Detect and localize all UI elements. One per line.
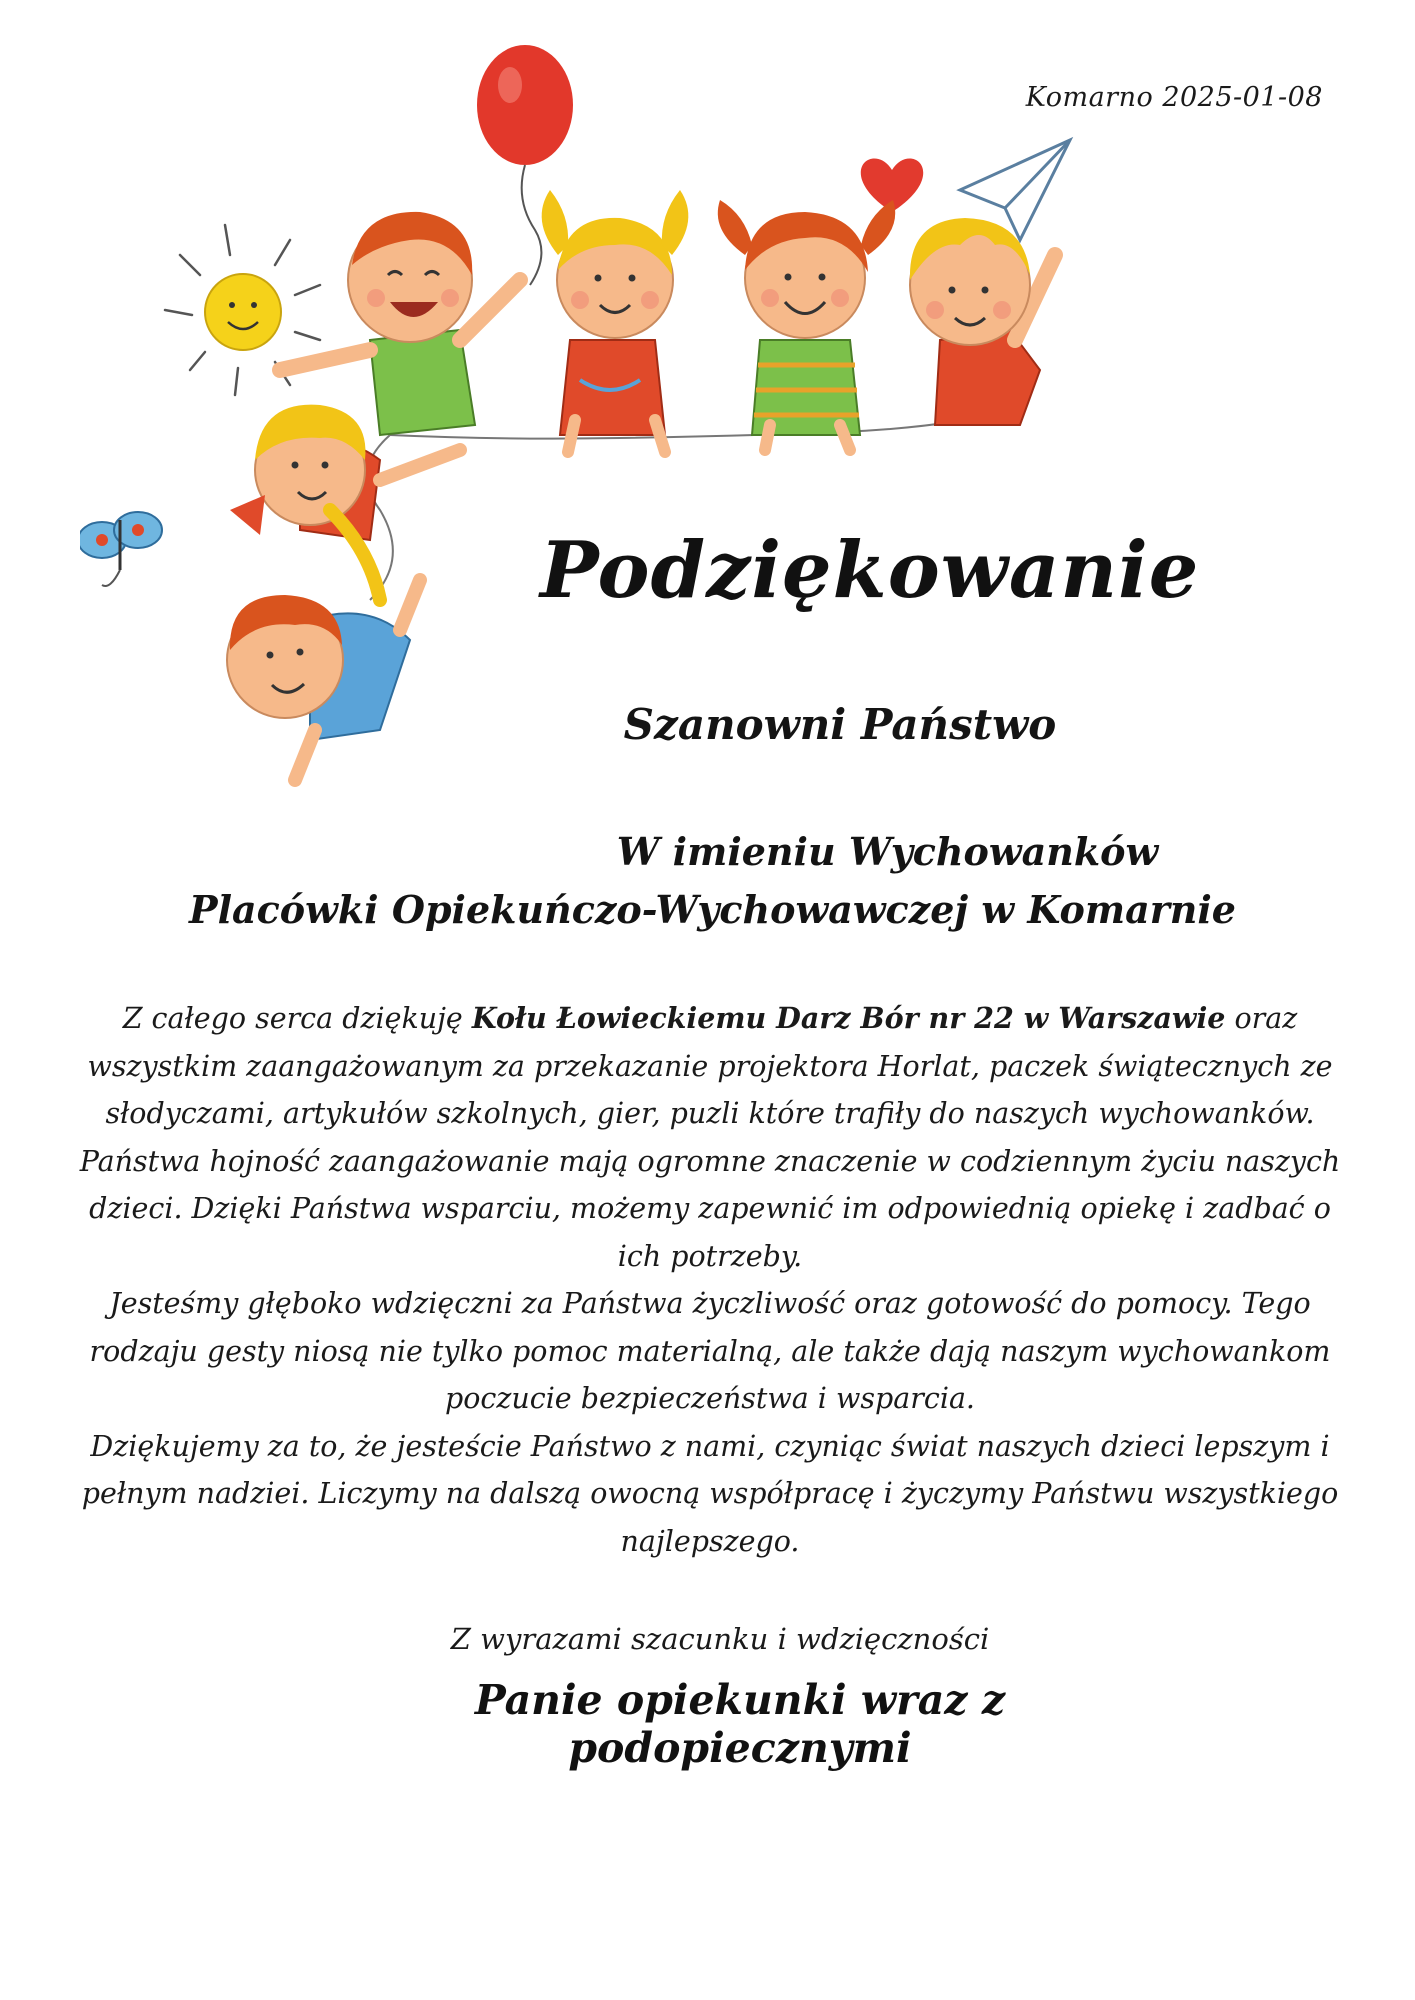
kid-girl-hanging (230, 405, 460, 600)
kid-boy-waving (910, 218, 1055, 425)
kid-girl-red (542, 190, 689, 452)
salutation: Szanowni Państwo (623, 700, 1057, 749)
p1-rest: oraz wszystkim zaangażowanym za przekazanie projektora Horlat, paczek świątecznych ze słodyczami, artykułów szkolnych, gier, puzli które trafiły do naszych wychowanków. Państwa hojność zaangażowanie mają ogromne znaczenie w codziennym życiu naszych dzieci. Dzięki Państwa wsparciu, możemy zapewnić im odpowiednią opiekę i zadbać o ich potrzeby. (79, 1002, 1341, 1273)
org-line-2: Placówki Opiekuńczo-Wychowawczej w Komarnie (189, 887, 1236, 932)
kid-boy-green (280, 212, 520, 435)
org-line-1: W imieniu Wychowanków (616, 829, 1159, 874)
letter-title: Podziękowanie (540, 525, 1200, 616)
letter-body (75, 995, 1345, 1565)
kid-girl-orange-hair (718, 200, 895, 450)
body-paragraph-3: Dziękujemy za to, że jesteście Państwo z nami, czyniąc świat naszych dzieci lepszym i pełnym nadziei. Liczymy na dalszą owocną współpracę i życzymy Państwu wszystkiego najlepszego. (81, 1429, 1339, 1558)
body-paragraph-1 (75, 995, 1345, 1280)
sender-organization (120, 823, 1295, 939)
signature: Panie opiekunki wraz z podopiecznymi (474, 1676, 1006, 1772)
p1-recipient: Kołu Łowieckiemu Darz Bór nr 22 w Warszawie (471, 1001, 1226, 1035)
date-line: Komarno 2025-01-08 (1025, 82, 1323, 113)
kid-boy-blue (227, 580, 420, 780)
body-paragraph-2: Jesteśmy głęboko wdzięczni za Państwa życzliwość oraz gotowość do pomocy. Tego rodzaju gesty niosą nie tylko pomoc materialną, ale także dają naszym wychowankom poczucie bezpieczeństwa i wsparcia. (89, 1287, 1331, 1415)
closing-line: Z wyrazami szacunku i wdzięczności (450, 1622, 990, 1656)
p1-intro: Z całego serca dziękuję (122, 1002, 472, 1035)
butterfly-icon (80, 512, 162, 586)
